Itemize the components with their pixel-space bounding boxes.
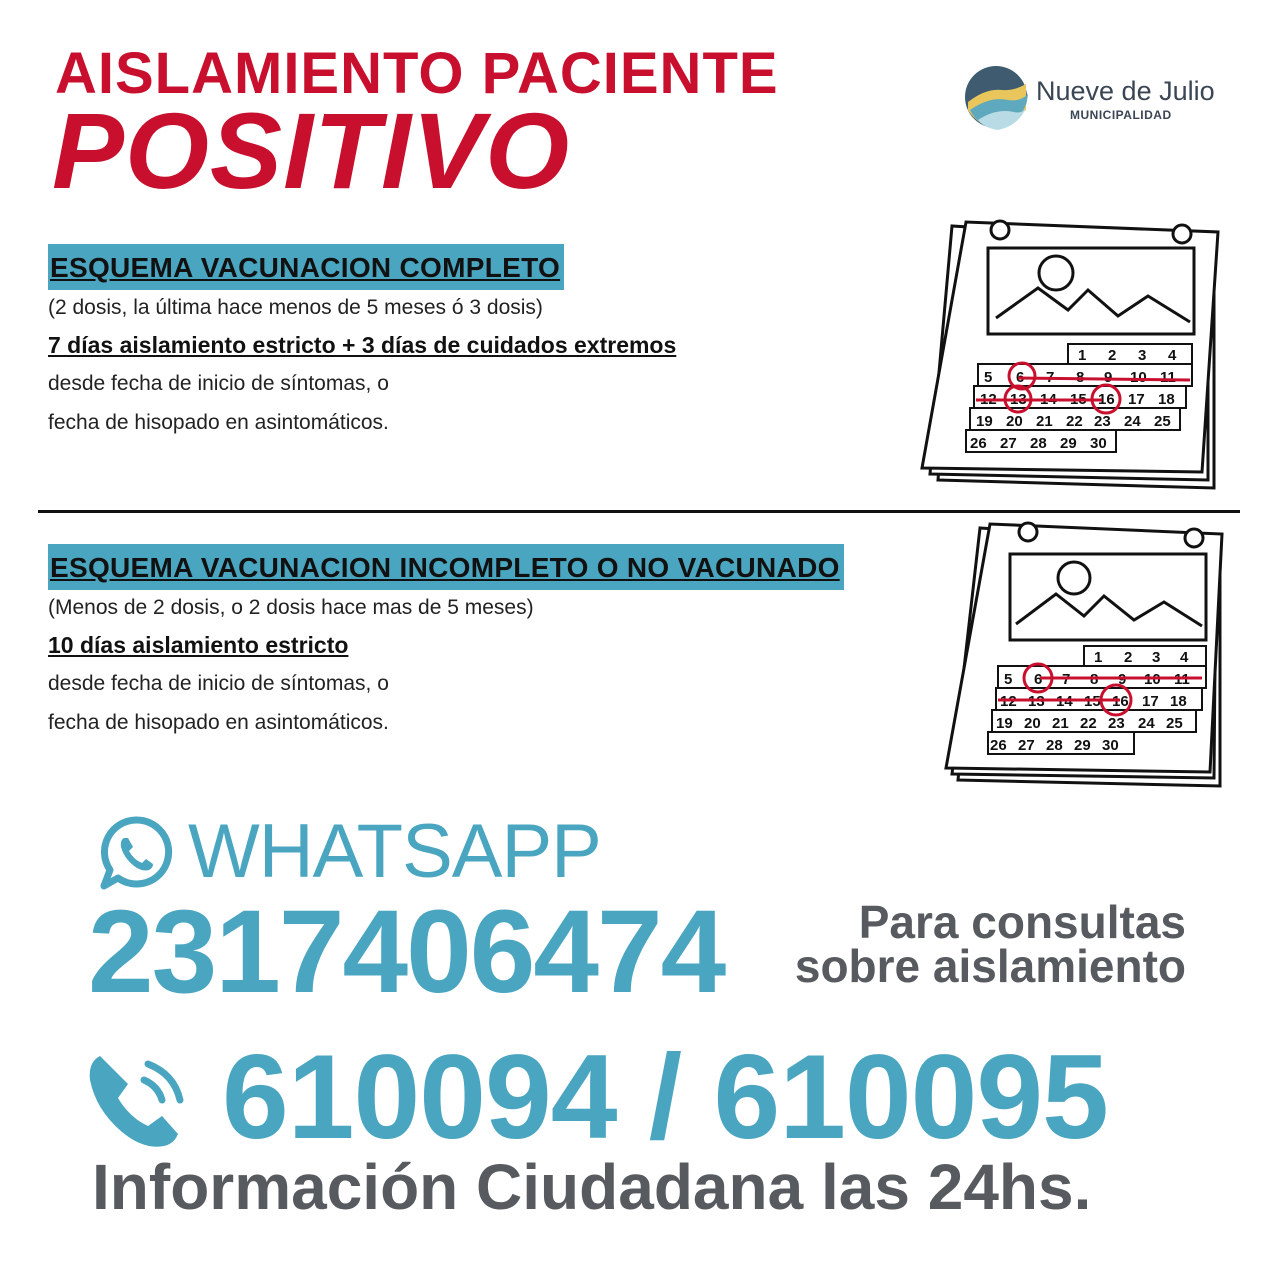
svg-text:19: 19 [996,715,1013,732]
svg-text:6: 6 [1016,369,1025,386]
svg-text:17: 17 [1128,391,1145,408]
svg-text:30: 30 [1102,737,1119,754]
svg-text:24: 24 [1138,715,1155,732]
svg-text:2: 2 [1108,347,1117,364]
consult-note-line2: sobre aislamiento [794,940,1186,992]
svg-text:15: 15 [1070,391,1087,408]
svg-text:30: 30 [1090,435,1107,452]
svg-text:3: 3 [1152,649,1161,666]
logo-subtitle: MUNICIPALIDAD [1070,108,1172,122]
svg-text:5: 5 [984,369,993,386]
section-desc-1: desde fecha de inicio de síntomas, o [48,372,389,395]
svg-text:22: 22 [1066,413,1083,430]
svg-text:8: 8 [1090,671,1099,688]
svg-text:22: 22 [1080,715,1097,732]
whatsapp-label: WHATSAPP [188,809,601,894]
whatsapp-icon [96,814,176,894]
logo-name: Nueve de Julio [1036,76,1215,106]
section-incomplete [48,544,844,733]
svg-text:21: 21 [1052,715,1069,732]
svg-text:17: 17 [1142,693,1159,710]
svg-text:13: 13 [1010,391,1027,408]
svg-text:28: 28 [1046,737,1063,754]
section-heading: ESQUEMA VACUNACION INCOMPLETO O NO VACUNADO [48,544,844,590]
svg-text:16: 16 [1112,693,1129,710]
svg-text:4: 4 [1180,649,1189,666]
isolation-days: 10 días aislamiento estricto [48,632,349,658]
section-note: (Menos de 2 dosis, o 2 dosis hace mas de 5 meses) [48,596,534,619]
svg-text:5: 5 [1004,671,1013,688]
consult-note-line1: Para consultas [858,896,1186,948]
svg-text:13: 13 [1028,693,1045,710]
svg-text:6: 6 [1034,671,1043,688]
svg-text:9: 9 [1118,671,1127,688]
svg-text:21: 21 [1036,413,1053,430]
svg-text:1: 1 [1078,347,1087,364]
title-line2: POSITIVO [52,90,571,211]
title-line1: AISLAMIENTO PACIENTE [55,41,779,106]
svg-text:10: 10 [1144,671,1161,688]
svg-text:9: 9 [1104,369,1113,386]
svg-text:27: 27 [1000,435,1017,452]
svg-text:29: 29 [1060,435,1077,452]
isolation-days: 7 días aislamiento estricto + 3 días de cuidados extremos [48,332,677,358]
svg-text:18: 18 [1170,693,1187,710]
svg-text:28: 28 [1030,435,1047,452]
svg-text:23: 23 [1094,413,1111,430]
svg-text:23: 23 [1108,715,1125,732]
svg-text:7: 7 [1062,671,1071,688]
svg-text:1: 1 [1094,649,1103,666]
whatsapp-number[interactable]: 2317406474 [88,886,725,1018]
svg-text:26: 26 [990,737,1007,754]
calendar-icon [944,520,1228,790]
section-desc-1: desde fecha de inicio de síntomas, o [48,672,389,695]
svg-text:26: 26 [970,435,987,452]
svg-text:8: 8 [1076,369,1085,386]
svg-text:29: 29 [1074,737,1091,754]
svg-text:14: 14 [1040,391,1057,408]
phone-numbers[interactable]: 610094 / 610095 [222,1030,1108,1164]
svg-text:3: 3 [1138,347,1147,364]
section-note: (2 dosis, la última hace menos de 5 meses ó 3 dosis) [48,296,543,319]
calendar-icon [918,218,1228,490]
logo-mark-icon [962,60,1030,134]
section-heading: ESQUEMA VACUNACION COMPLETO [48,244,564,290]
svg-text:15: 15 [1084,693,1101,710]
svg-text:20: 20 [1006,413,1023,430]
svg-text:25: 25 [1154,413,1171,430]
section-desc-2: fecha de hisopado en asintomáticos. [48,411,389,434]
svg-text:2: 2 [1124,649,1133,666]
section-divider [38,510,1240,513]
phone-icon [82,1046,192,1156]
section-complete [48,244,676,433]
section-desc-2: fecha de hisopado en asintomáticos. [48,711,389,734]
svg-text:16: 16 [1098,391,1115,408]
svg-text:25: 25 [1166,715,1183,732]
svg-text:18: 18 [1158,391,1175,408]
svg-text:20: 20 [1024,715,1041,732]
info-line: Información Ciudadana las 24hs. [92,1151,1092,1223]
svg-text:10: 10 [1130,369,1147,386]
svg-text:19: 19 [976,413,993,430]
svg-text:12: 12 [980,391,997,408]
municipality-logo [962,60,1222,140]
svg-text:11: 11 [1160,369,1176,386]
svg-text:11: 11 [1174,671,1190,688]
consult-note [770,896,1186,992]
svg-text:14: 14 [1056,693,1073,710]
svg-text:24: 24 [1124,413,1141,430]
svg-text:4: 4 [1168,347,1177,364]
svg-text:12: 12 [1000,693,1017,710]
svg-text:7: 7 [1046,369,1055,386]
svg-text:27: 27 [1018,737,1035,754]
